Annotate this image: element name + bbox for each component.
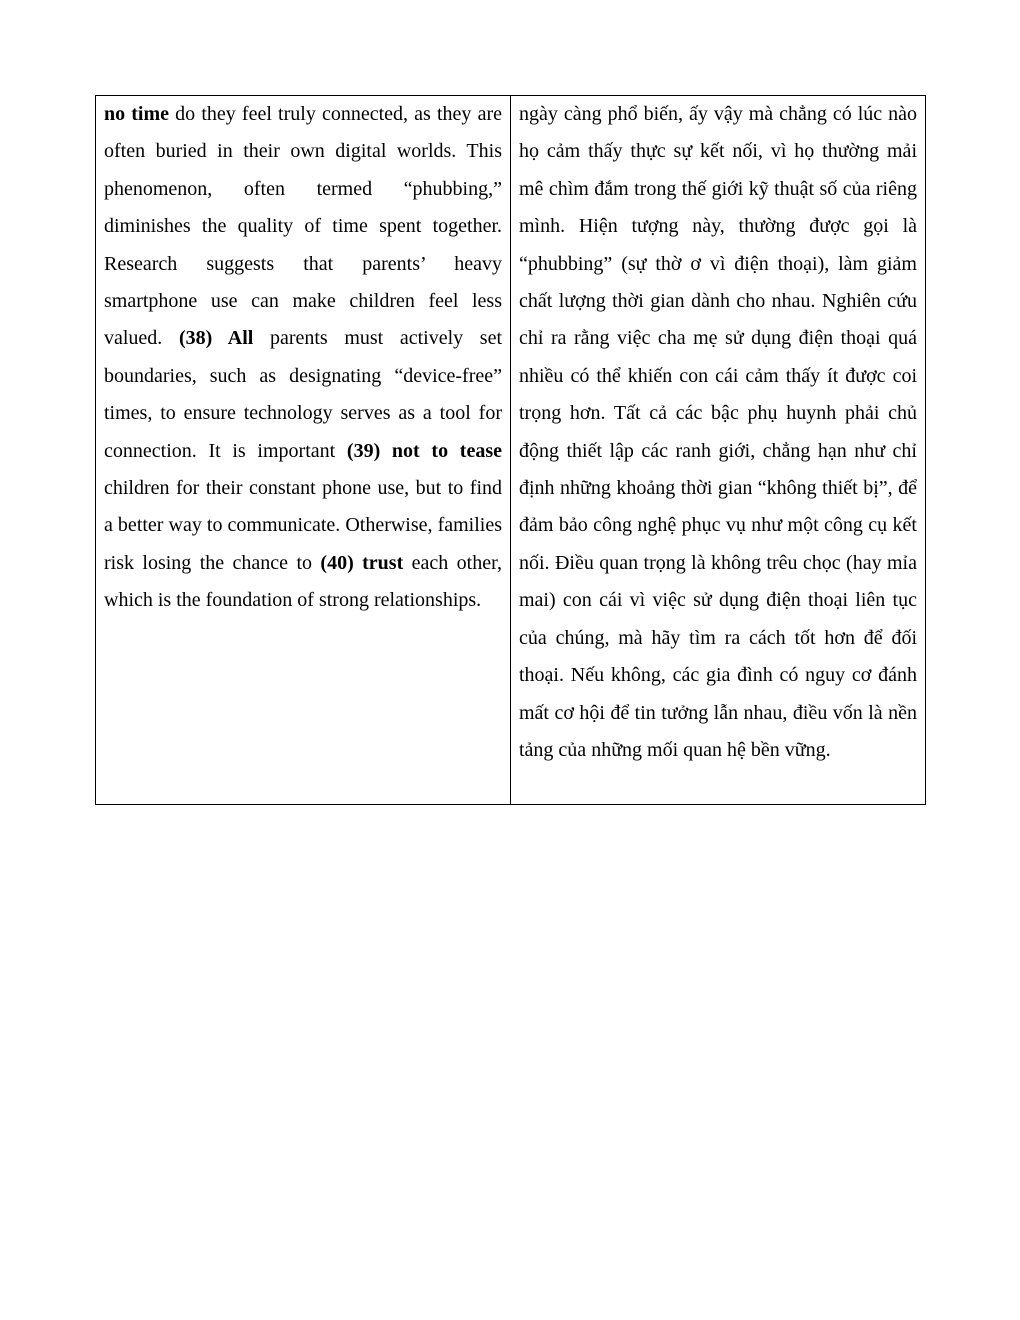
english-segment: (40) trust (320, 551, 404, 574)
table-row (96, 96, 926, 805)
bilingual-table (95, 95, 926, 805)
english-segment: each other, which is the foundation of strong relationships. (104, 551, 502, 612)
english-segment: do they feel truly connected, as they are often buried in their own digital worlds. This phenomenon, often termed “phubbing,” diminishes the quality of time spent together. Research suggests that parents’ heavy smartphone use can make children feel less valued. (104, 103, 502, 350)
vietnamese-paragraph: ngày càng phổ biến, ấy vậy mà chẳng có lúc nào họ cảm thấy thực sự kết nối, vì họ thường mải mê chìm đắm trong thế giới kỹ thuật số của riêng mình. Hiện tượng này, thường được gọi là “phubbing” (sự thờ ơ vì điện thoại), làm giảm chất lượng thời gian dành cho nhau. Nghiên cứu chỉ ra rằng việc cha mẹ sử dụng điện thoại quá nhiều có thể khiến con cái cảm thấy ít được coi trọng hơn. Tất cả các bậc phụ huynh phải chủ động thiết lập các ranh giới, chẳng hạn như chỉ định những khoảng thời gian “không thiết bị”, để đảm bảo công nghệ phục vụ như một công cụ kết nối. Điều quan trọng là không trêu chọc (hay mỉa mai) con cái vì việc sử dụng điện thoại liên tục của chúng, mà hãy tìm ra cách tốt hơn để đối thoại. Nếu không, các gia đình có nguy cơ đánh mất cơ hội để tin tưởng lẫn nhau, điều vốn là nền tảng của những mối quan hệ bền vững. (519, 103, 917, 761)
vietnamese-column (511, 96, 926, 805)
english-segment: no time (104, 103, 170, 125)
english-segment: parents must actively set boundaries, such as designating “device-free” times, to ensure technology serves as a tool for connection. It is important (104, 327, 503, 462)
english-segment: (38) All (178, 327, 254, 350)
english-column (96, 96, 511, 805)
english-segment: children for their constant phone use, but to find a better way to communicate. Otherwise, families risk losing the chance to (104, 477, 502, 574)
english-paragraph (104, 96, 502, 620)
english-segment: (39) not to tease (346, 439, 502, 462)
